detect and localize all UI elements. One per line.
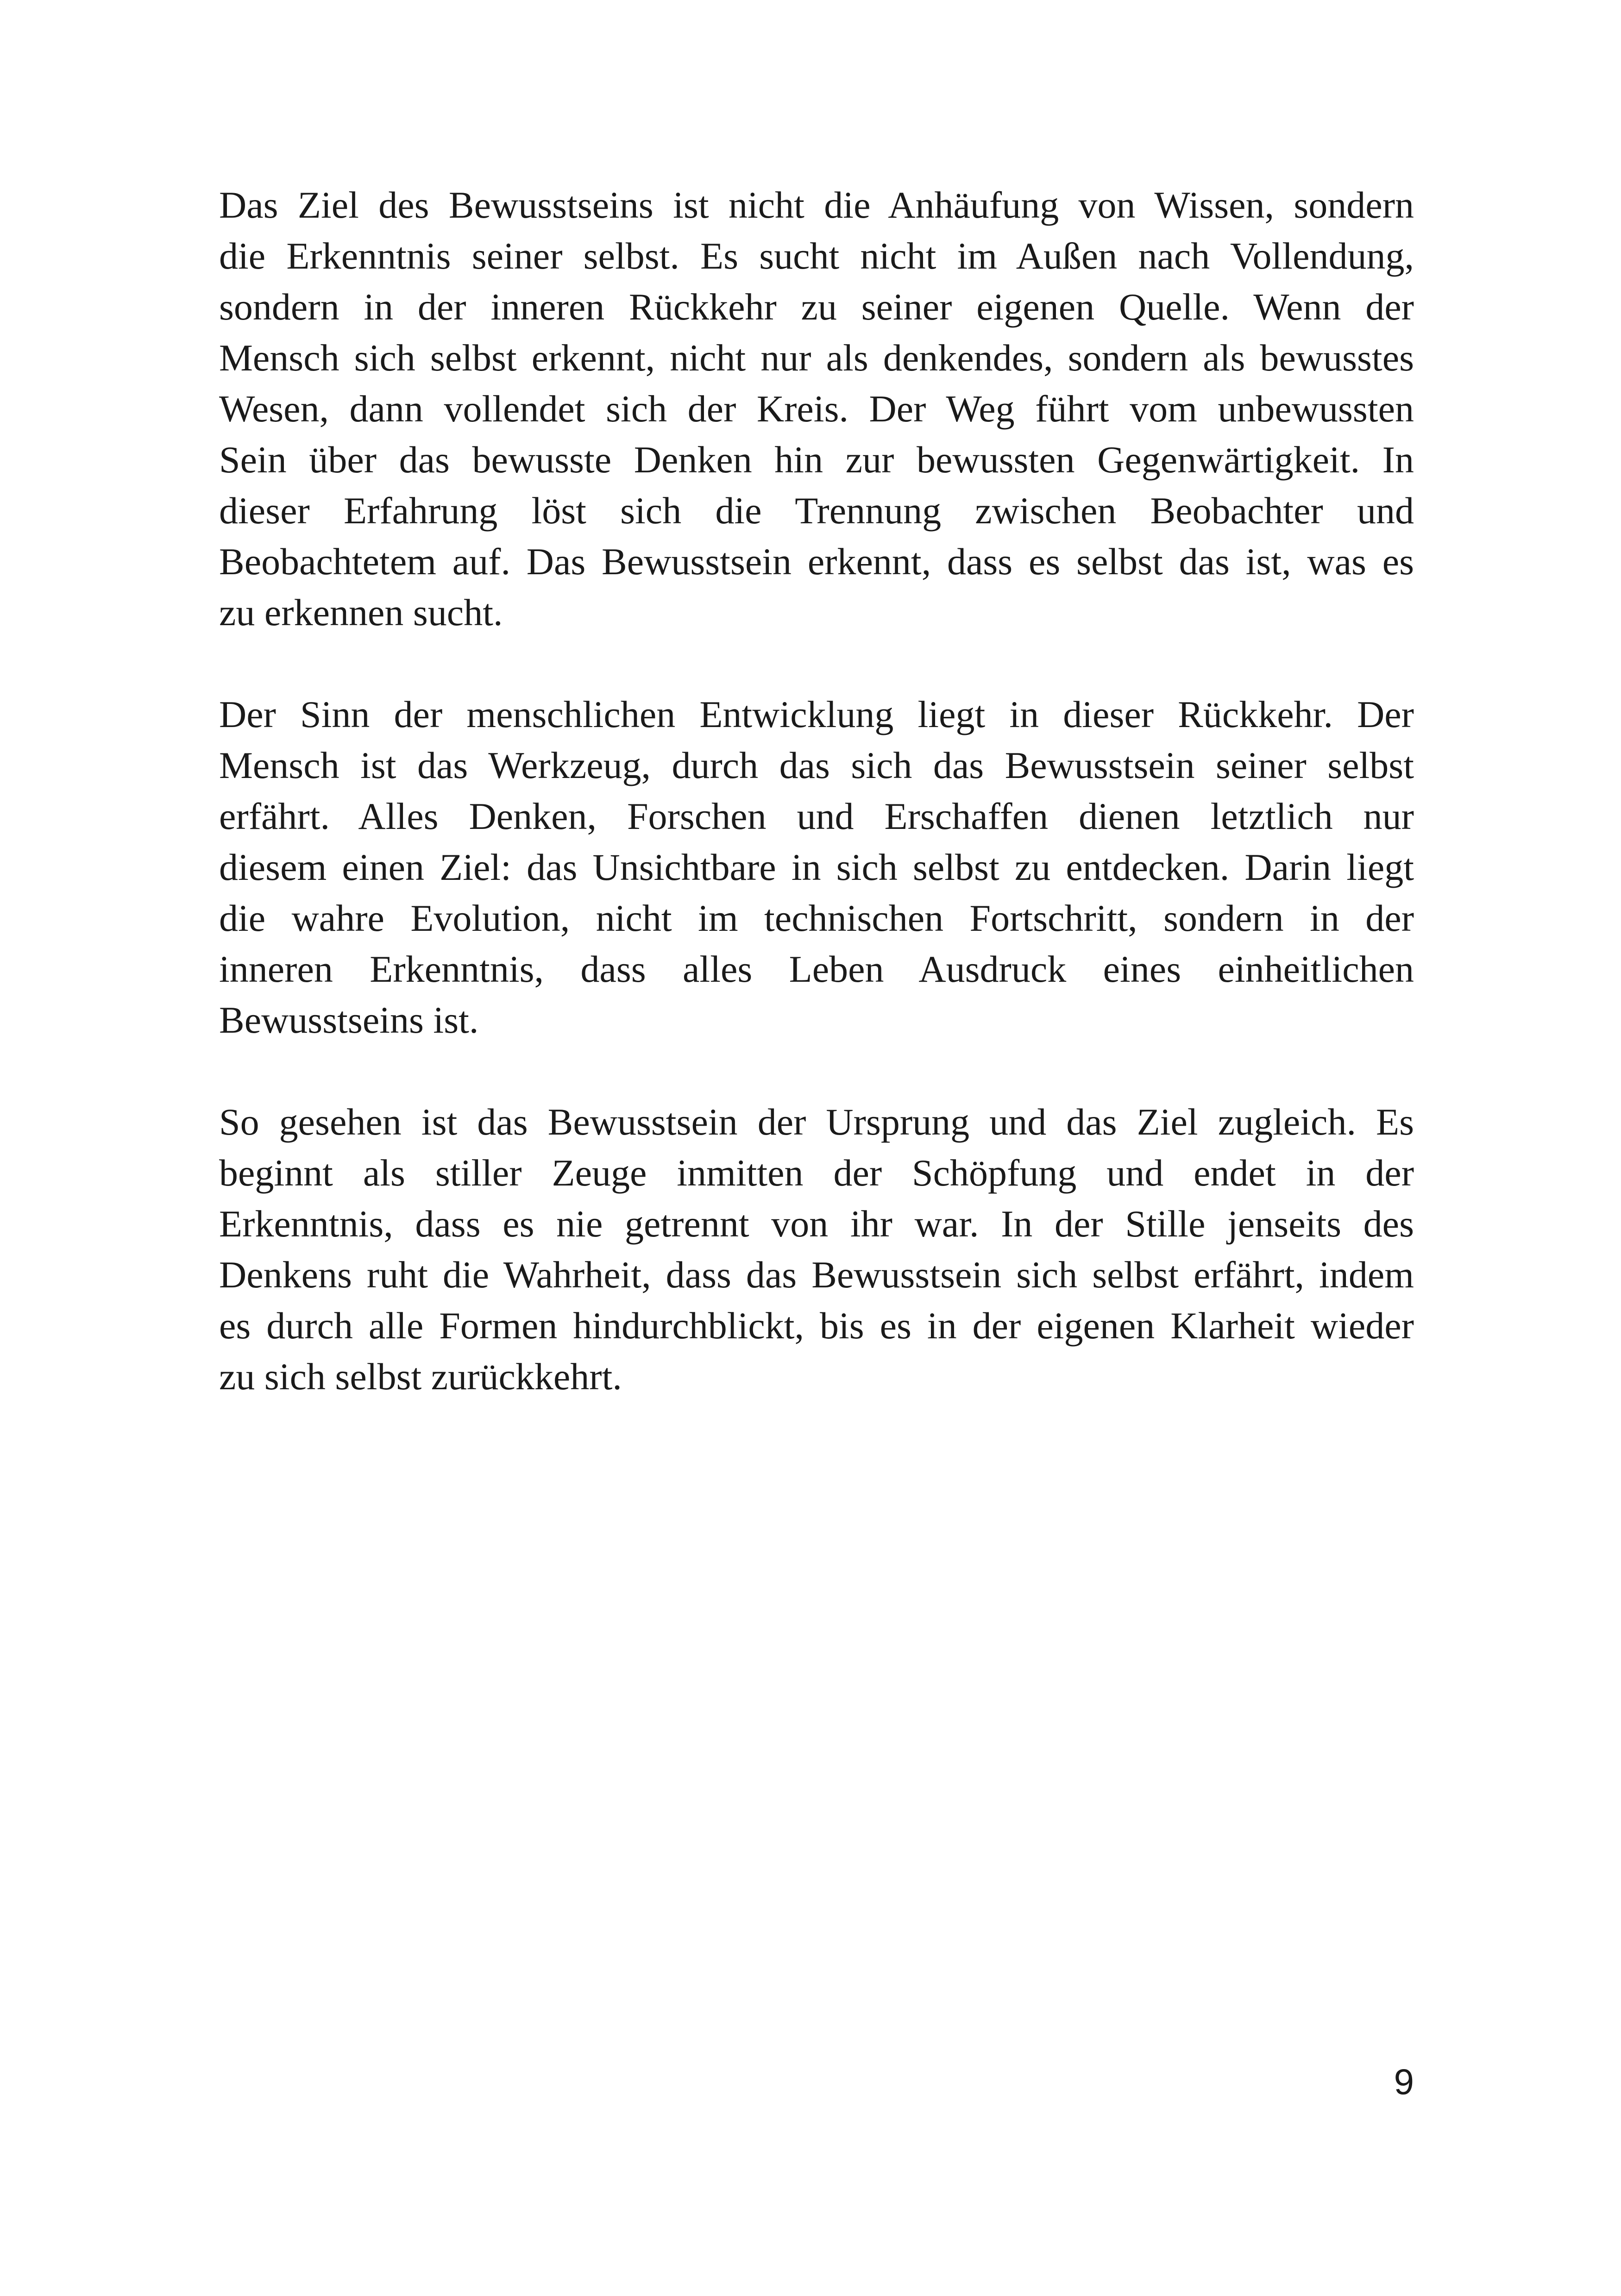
paragraph-1 [219,180,1414,638]
text-line: So gesehen ist das Bewusstsein der Ursprung und das Ziel zugleich. Es [219,1101,1414,1143]
text-line: zu erkennen sucht. [219,591,503,634]
text-line: Bewusstseins ist. [219,999,479,1041]
text-line: Der Sinn der menschlichen Entwicklung liegt in dieser Rückkehr. Der [219,693,1414,735]
text-line: Das Ziel des Bewusstseins ist nicht die Anhäufung von Wissen, sondern [219,184,1414,226]
paragraph-3 [219,1097,1414,1402]
text-line: Mensch ist das Werkzeug, durch das sich das Bewusstsein seiner selbst [219,744,1414,786]
text-line: Wesen, dann vollendet sich der Kreis. Der Weg führt vom unbewussten [219,388,1414,430]
text-line: erfährt. Alles Denken, Forschen und Erschaffen dienen letztlich nur [219,795,1414,837]
text-line: es durch alle Formen hindurchblickt, bis es in der eigenen Klarheit wieder [219,1305,1414,1347]
text-line: die Erkenntnis seiner selbst. Es sucht nicht im Außen nach Vollendung, [219,235,1414,277]
text-line: die wahre Evolution, nicht im technischen Fortschritt, sondern in der [219,897,1414,939]
page-number: 9 [1394,2061,1414,2102]
paragraph-spacer [219,1046,1414,1097]
text-line: zu sich selbst zurückkehrt. [219,1355,622,1398]
text-line: Erkenntnis, dass es nie getrennt von ihr war. In der Stille jenseits des [219,1203,1414,1245]
text-line: Sein über das bewusste Denken hin zur bewussten Gegenwärtigkeit. In [219,439,1414,481]
text-line: Mensch sich selbst erkennt, nicht nur als denkendes, sondern als bewusstes [219,337,1414,379]
body-text [219,180,1414,1402]
text-line: Beobachtetem auf. Das Bewusstsein erkennt, dass es selbst das ist, was es [219,540,1414,583]
text-line: diesem einen Ziel: das Unsichtbare in sich selbst zu entdecken. Darin liegt [219,846,1414,888]
text-line: inneren Erkenntnis, dass alles Leben Ausdruck eines einheitlichen [219,948,1414,990]
paragraph-spacer [219,638,1414,689]
text-line: dieser Erfahrung löst sich die Trennung zwischen Beobachter und [219,489,1414,532]
text-line: beginnt als stiller Zeuge inmitten der Schöpfung und endet in der [219,1152,1414,1194]
text-line: sondern in der inneren Rückkehr zu seiner eigenen Quelle. Wenn der [219,286,1414,328]
text-line: Denkens ruht die Wahrheit, dass das Bewusstsein sich selbst erfährt, indem [219,1254,1414,1296]
paragraph-2 [219,689,1414,1046]
